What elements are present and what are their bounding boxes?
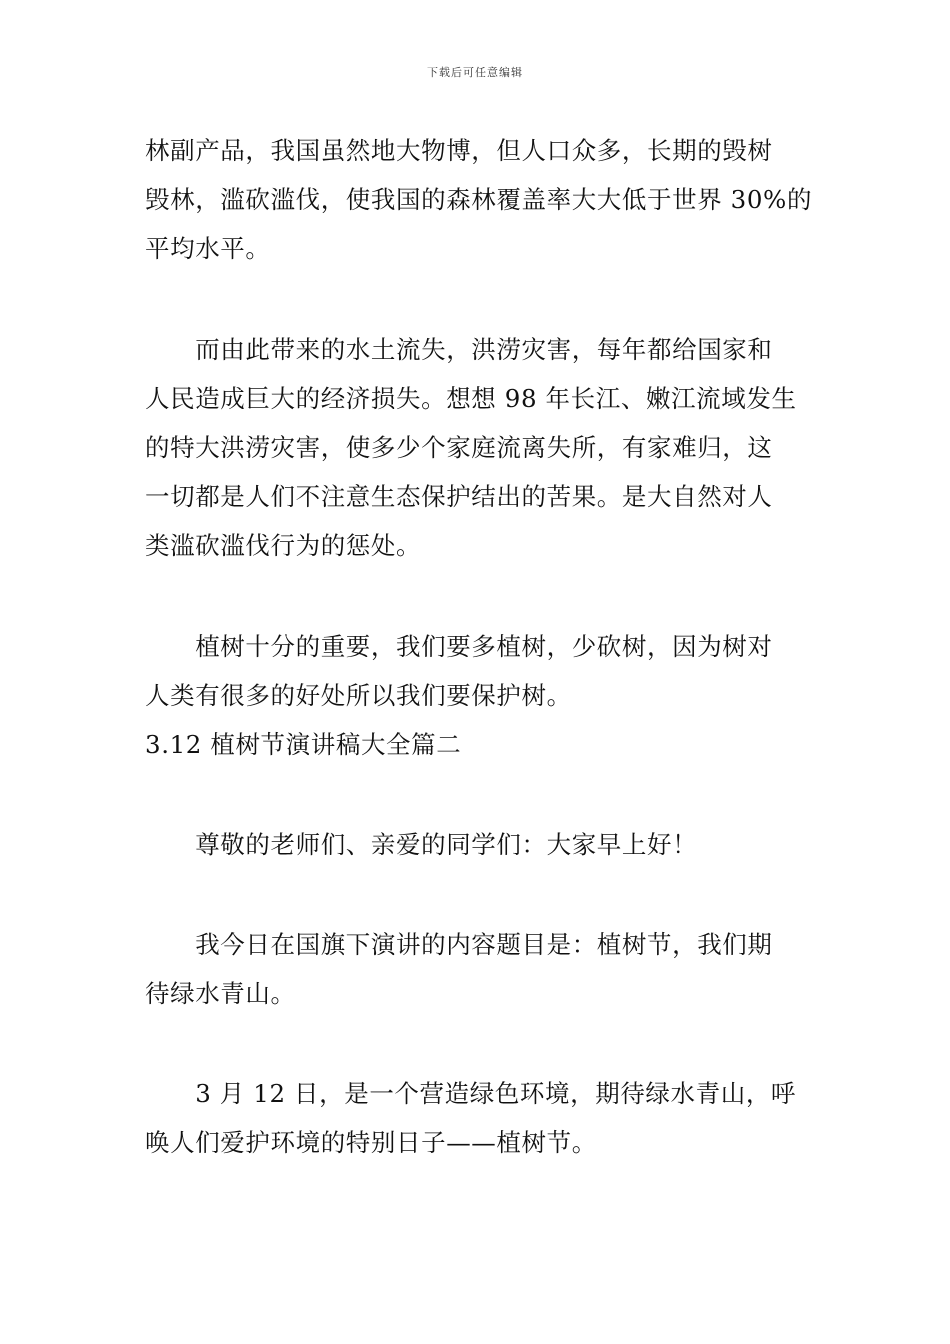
text-line: 尊敬的老师们、亲爱的同学们：大家早上好！	[145, 830, 698, 859]
text-line: 一切都是人们不注意生态保护结出的苦果。是大自然对人	[145, 482, 773, 511]
text-line: 人类有很多的好处所以我们要保护树。	[145, 681, 572, 710]
text-line: 3 月 12 日，是一个营造绿色环境，期待绿水青山，呼	[145, 1079, 797, 1108]
section-heading: 3.12 植树节演讲稿大全篇二	[145, 730, 462, 759]
text-line: 毁林，滥砍滥伐，使我国的森林覆盖率大大低于世界 30%的	[145, 185, 813, 214]
text-line: 唤人们爱护环境的特别日子——植树节。	[145, 1128, 597, 1157]
text-line: 待绿水青山。	[145, 979, 296, 1008]
text-line: 平均水平。	[145, 234, 271, 263]
text-line: 而由此带来的水土流失，洪涝灾害，每年都给国家和	[145, 335, 773, 364]
text-line: 植树十分的重要，我们要多植树，少砍树，因为树对	[145, 632, 773, 661]
text-line: 类滥砍滥伐行为的惩处。	[145, 531, 422, 560]
text-line: 的特大洪涝灾害，使多少个家庭流离失所，有家难归，这	[145, 433, 773, 462]
text-line: 我今日在国旗下演讲的内容题目是：植树节，我们期	[145, 930, 773, 959]
page-header: 下载后可任意编辑	[427, 66, 523, 79]
text-line: 林副产品，我国虽然地大物博，但人口众多，长期的毁树	[145, 136, 773, 165]
text-line: 人民造成巨大的经济损失。想想 98 年长江、嫩江流域发生	[145, 384, 797, 413]
